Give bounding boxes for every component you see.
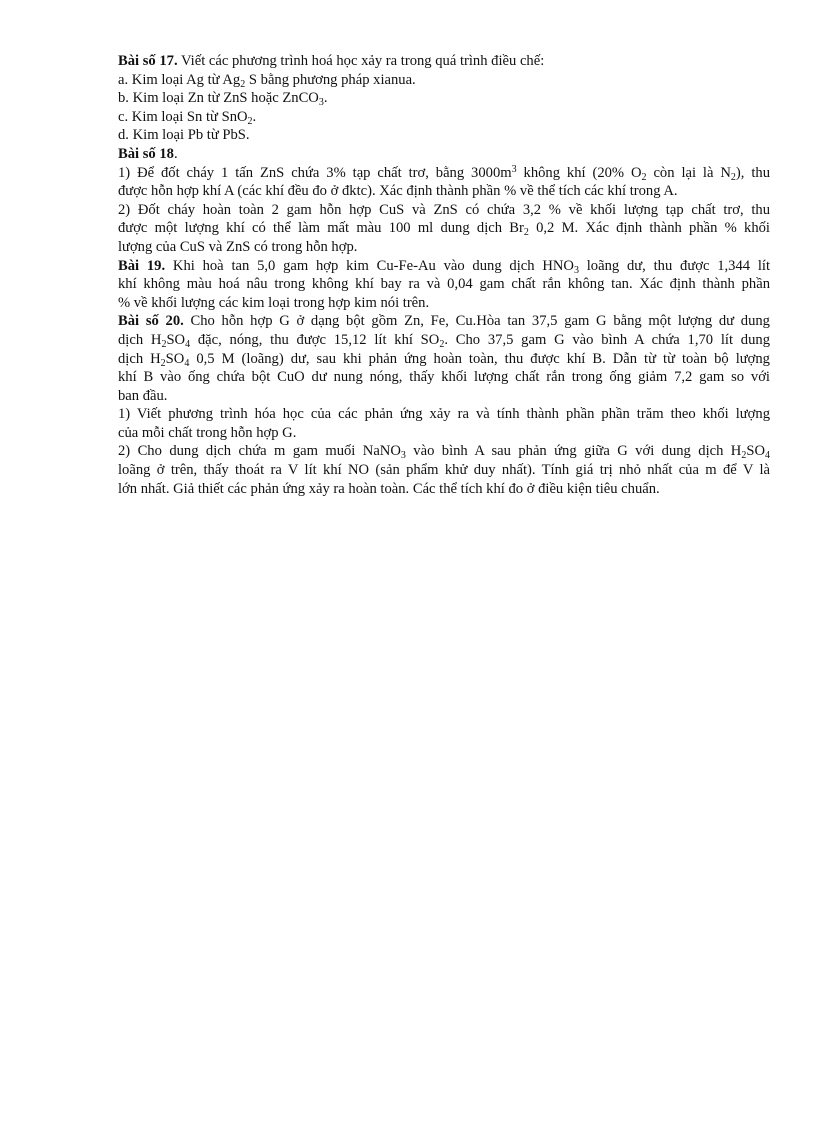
exercise-20-title: Bài số 20.: [118, 313, 184, 330]
subscript: 2: [160, 357, 166, 369]
text: .: [323, 90, 328, 107]
exercise-20-line2: [118, 331, 770, 350]
exercise-18-part2-line3: lượng của CuS và ZnS có trong hỗn hợp.: [118, 238, 358, 255]
exercise-20-line4: khí B vào ống chứa bột CuO dư nung nóng, thấy khối lượng chất rắn trong ống giảm 7,2 gam so với: [118, 369, 770, 386]
subscript: 2: [730, 171, 736, 183]
superscript: 3: [511, 163, 517, 175]
exercise-20-question1-line1: 1) Viết phương trình hóa học của các phản ứng xảy ra và tính thành phần phần trăm theo khối lượng: [118, 406, 770, 423]
exercise-18-part2-line2: [118, 219, 770, 238]
text: dịch H: [118, 331, 162, 348]
subscript: 2: [247, 115, 253, 127]
text: a. Kim loại Ag từ Ag: [118, 71, 241, 88]
text: 0,2 M. Xác định thành phần % khối: [528, 220, 770, 237]
text: S bằng phương pháp xianua.: [245, 71, 416, 88]
subscript: 2: [439, 338, 445, 350]
text: Khi hoà tan 5,0 gam hợp kim Cu-Fe-Au vào dung dịch HNO: [165, 257, 574, 274]
text: còn lại là N: [646, 164, 731, 181]
exercise-20-line1: [118, 312, 770, 331]
exercise-17-header: [118, 52, 770, 71]
text: Cho hỗn hợp G ở dạng bột gồm Zn, Fe, Cu.Hòa tan 37,5 gam G bằng một lượng dư dung: [183, 313, 770, 330]
exercise-20-line3: [118, 350, 770, 369]
exercise-17-item-c: [118, 108, 770, 127]
text: ), thu: [735, 164, 770, 181]
subscript: 4: [765, 450, 771, 462]
exercise-18-part1-line1: [118, 164, 770, 183]
exercise-17-item-b: [118, 89, 770, 108]
subscript: 2: [161, 338, 167, 350]
exercise-20-line5: ban đầu.: [118, 387, 168, 404]
exercise-17-title: Bài số 17.: [118, 53, 178, 69]
exercise-20-question1-line2: của mỗi chất trong hỗn hợp G.: [118, 424, 297, 441]
text: .: [173, 145, 178, 162]
subscript: 2: [523, 227, 529, 239]
subscript: 2: [741, 450, 747, 462]
text: dịch H: [118, 350, 161, 367]
text: loãng dư, thu được 1,344 lít: [578, 257, 771, 274]
subscript: 4: [184, 357, 190, 369]
exercise-17-item-d: d. Kim loại Pb từ PbS.: [118, 127, 250, 144]
exercise-18-part1-line2: được hỗn hợp khí A (các khí đều đo ở đktc). Xác định thành phần % về thể tích các khí trong A.: [118, 183, 678, 200]
exercise-19-title: Bài 19.: [118, 257, 166, 274]
exercise-20-question2-line1: [118, 442, 770, 461]
text: b. Kim loại Zn từ ZnS hoặc ZnCO: [118, 90, 319, 107]
subscript: 3: [318, 97, 324, 109]
text: được một lượng khí có thể làm mất màu 100 ml dung dịch Br: [118, 220, 524, 237]
exercise-17-item-a: [118, 71, 770, 90]
text: .: [252, 108, 257, 125]
text: 0,5 M (loãng) dư, sau khi phản ứng hoàn toàn, thu được khí B. Dẫn từ từ toàn bộ lượng: [189, 350, 770, 367]
text: đặc, nóng, thu được 15,12 lít khí SO: [190, 331, 440, 348]
text: vào bình A sau phản ứng giữa G với dung dịch H: [405, 443, 742, 460]
subscript: 4: [185, 338, 191, 350]
text: 2) Cho dung dịch chứa m gam muối NaNO: [118, 443, 401, 460]
text: . Cho 37,5 gam G vào bình A chứa 1,70 lít dung: [444, 331, 770, 348]
text: 1) Để đốt cháy 1 tấn ZnS chứa 3% tạp chất trơ, bằng 3000m: [118, 164, 512, 181]
document-page: [118, 52, 770, 498]
text: SO: [165, 350, 185, 367]
exercise-19-line2: khí không màu hoá nâu trong không khí bay ra và 0,04 gam chất rắn không tan. Xác định thành phần: [118, 276, 770, 293]
text: SO: [746, 443, 766, 460]
text: c. Kim loại Sn từ SnO: [118, 108, 248, 125]
exercise-20-question2-line3: lớn nhất. Giả thiết các phản ứng xảy ra hoàn toàn. Các thể tích khí đo ở điều kiện tiêu chuẩn.: [118, 480, 660, 497]
exercise-18-header: [118, 145, 770, 164]
text: không khí (20% O: [516, 164, 642, 181]
exercise-17-intro: Viết các phương trình hoá học xảy ra trong quá trình điều chế:: [177, 53, 545, 69]
exercise-18-part2-line1: 2) Đốt cháy hoàn toàn 2 gam hỗn hợp CuS và ZnS có chứa 3,2 % về khối lượng tạp chất trơ, thu: [118, 201, 770, 218]
exercise-20-question2-line2: loãng ở trên, thấy thoát ra V lít khí NO (sản phẩm khử duy nhất). Tính giá trị nhỏ nhất của m để V là: [118, 462, 770, 479]
subscript: 2: [641, 171, 647, 183]
subscript: 2: [240, 78, 246, 90]
exercise-19-line3: % về khối lượng các kim loại trong hợp kim nói trên.: [118, 294, 430, 311]
subscript: 3: [573, 264, 579, 276]
text: SO: [166, 331, 186, 348]
subscript: 3: [400, 450, 406, 462]
exercise-18-title: Bài số 18: [118, 145, 174, 162]
exercise-19-line1: [118, 257, 770, 276]
